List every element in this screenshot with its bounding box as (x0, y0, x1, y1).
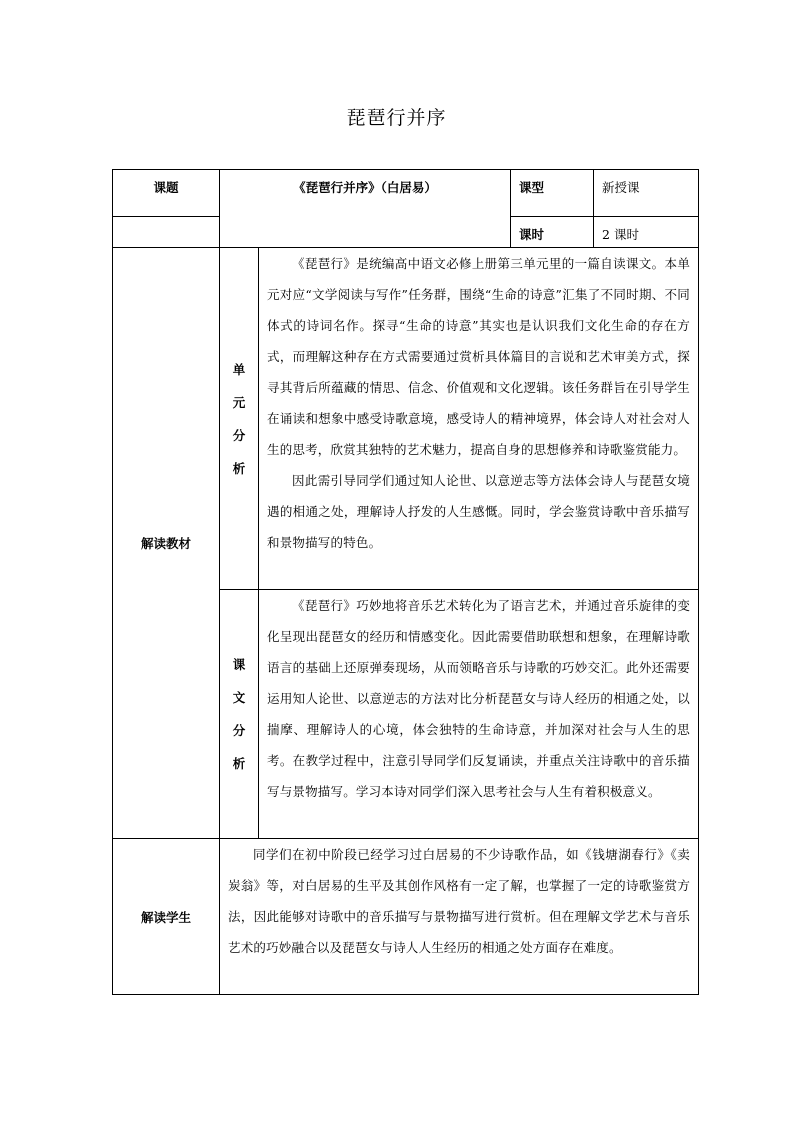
text-paragraph: 《琵琶行》巧妙地将音乐艺术转化为了语言艺术，并通过音乐旋律的变化呈现出琵琶女的经历和情感变化。因此需要借助联想和想象，在理解诗歌语言的基础上还原弹奏现场，从而领略音乐与诗歌的巧妙交汇。此外还需要运用知人论世、以意逆志的方法对比分析琵琶女与诗人经历的相通之处，以揣摩、理解诗人的心境，体会独特的生命诗意，并加深对社会与人生的思考。在教学过程中，注意引导同学们反复诵读，并重点关注诗歌中的音乐描写与景物描写。学习本诗对同学们深入思考社会与人生有着积极意义。 (267, 598, 691, 799)
lesson-plan-table (112, 169, 699, 995)
topic-label: 课题 (113, 170, 220, 217)
page-title: 琵琶行并序 (346, 107, 447, 129)
students-body (220, 839, 699, 995)
unit-analysis-body (259, 248, 699, 590)
text-label-char: 课 (232, 657, 246, 672)
text-label-char: 分 (232, 723, 246, 738)
topic-value: 《琵琶行并序》（白居易） (220, 170, 511, 248)
unit-label-char: 单 (232, 361, 246, 377)
students-label: 解读学生 (113, 839, 220, 995)
unit-paragraph: 因此需引导同学们通过知人论世、以意逆志等方法体会诗人与琵琶女境遇的相通之处，理解诗人抒发的人生感慨。同时，学会鉴赏诗歌中音乐描写和景物描写的特色。 (267, 473, 691, 550)
type-label: 课型 (511, 170, 594, 217)
unit-label-char: 析 (232, 460, 246, 476)
unit-analysis-label (220, 248, 259, 590)
text-label-char: 文 (232, 690, 246, 705)
students-paragraph: 同学们在初中阶段已经学习过白居易的不少诗歌作品，如《钱塘湖春行》《卖炭翁》等，对白居易的生平及其创作风格有一定了解，也掌握了一定的诗歌鉴赏方法，因此能够对诗歌中的音乐描写与景物描写进行赏析。但在理解文学艺术与音乐艺术的巧妙融合以及琵琶女与诗人人生经历的相通之处方面存在难度。 (228, 847, 691, 955)
unit-paragraph: 《琵琶行》是统编高中语文必修上册第三单元里的一篇自读课文。本单元对应“文学阅读与写作”任务群，围绕“生命的诗意”汇集了不同时期、不同体式的诗词名作。探寻“生命的诗意”其实也是认识我们文化生命的存在方式，而理解这种存在方式需要通过赏析具体篇目的言说和艺术审美方式，探寻其背后所蕴藏的情思、信念、价值观和文化逻辑。该任务群旨在引导学生在诵读和想象中感受诗歌意境，感受诗人的精神境界，体会诗人对社会对人生的思考，欣赏其独特的艺术魅力，提高自身的思想修养和诗歌鉴赏能力。 (267, 256, 691, 457)
text-analysis-label (220, 590, 259, 839)
hours-label: 课时 (511, 217, 594, 248)
students-row (113, 839, 699, 995)
text-label-char: 析 (232, 756, 246, 771)
hours-value: 2 课时 (594, 217, 699, 248)
unit-label-char: 分 (232, 427, 246, 443)
header-row-topic (113, 170, 699, 217)
type-value: 新授课 (594, 170, 699, 217)
unit-analysis-row (113, 248, 699, 590)
textbook-label: 解读教材 (113, 248, 220, 839)
text-analysis-body (259, 590, 699, 839)
unit-label-char: 元 (232, 394, 246, 410)
